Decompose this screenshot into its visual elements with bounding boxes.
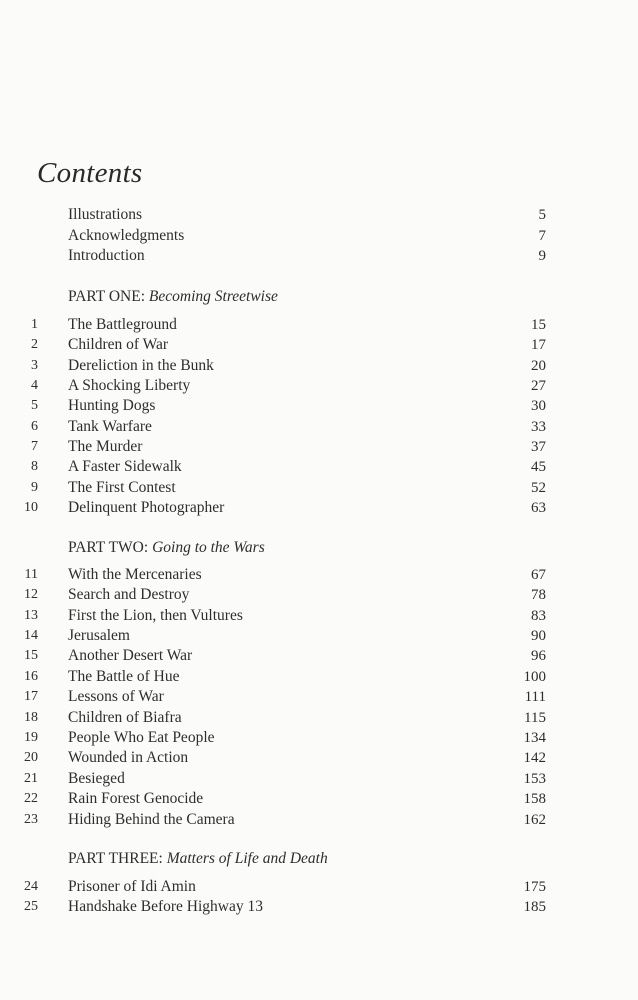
chapter-page: 115 — [524, 710, 546, 726]
chapter-page: 162 — [523, 812, 546, 828]
chapter-entry — [0, 478, 638, 498]
chapter-page: 37 — [531, 439, 546, 455]
chapter-entry — [0, 687, 638, 707]
chapter-page: 27 — [531, 378, 546, 394]
chapter-number: 4 — [31, 378, 38, 393]
chapter-entry — [0, 626, 638, 646]
chapter-title: Handshake Before Highway 13 — [68, 898, 263, 915]
chapter-page: 63 — [531, 500, 546, 516]
toc-entry — [0, 246, 638, 266]
entry-page: 7 — [538, 228, 546, 244]
chapter-title: Besieged — [68, 770, 125, 787]
chapter-entry — [0, 728, 638, 748]
chapter-page: 90 — [531, 628, 546, 644]
chapter-title: First the Lion, then Vultures — [68, 607, 243, 624]
chapter-number: 13 — [24, 608, 38, 623]
chapter-title: A Faster Sidewalk — [68, 458, 182, 475]
chapter-title: Delinquent Photographer — [68, 499, 225, 516]
chapter-entry — [0, 417, 638, 437]
chapter-number: 25 — [24, 899, 38, 914]
chapter-number: 8 — [31, 459, 38, 474]
chapter-entry — [0, 396, 638, 416]
chapter-entry — [0, 789, 638, 809]
entry-page: 5 — [538, 207, 546, 223]
part-heading — [68, 849, 328, 869]
part-label: PART THREE: — [68, 850, 163, 867]
chapter-number: 15 — [24, 648, 38, 663]
chapter-page: 17 — [531, 337, 546, 353]
chapter-page: 67 — [531, 567, 546, 583]
chapter-number: 12 — [24, 587, 38, 602]
chapter-number: 2 — [31, 337, 38, 352]
chapter-title: Dereliction in the Bunk — [68, 357, 214, 374]
chapter-number: 17 — [24, 689, 38, 704]
chapter-title: Tank Warfare — [68, 418, 152, 435]
toc-entry — [0, 205, 638, 225]
chapter-entry — [0, 897, 638, 917]
chapter-entry — [0, 877, 638, 897]
chapter-title: Hunting Dogs — [68, 397, 156, 414]
chapter-number: 5 — [31, 398, 38, 413]
chapter-page: 175 — [523, 879, 546, 895]
chapter-entry — [0, 810, 638, 830]
chapter-title: Rain Forest Genocide — [68, 790, 204, 807]
chapter-page: 142 — [523, 750, 546, 766]
chapter-number: 19 — [24, 730, 38, 745]
part-subtitle: Going to the Wars — [152, 539, 265, 556]
chapter-entry — [0, 708, 638, 728]
chapter-number: 1 — [31, 317, 38, 332]
part-label: PART ONE: — [68, 288, 146, 305]
chapter-number: 7 — [31, 439, 38, 454]
chapter-number: 18 — [24, 710, 38, 725]
chapter-number: 22 — [24, 791, 38, 806]
entry-title: Introduction — [68, 247, 145, 264]
chapter-number: 6 — [31, 419, 38, 434]
chapter-page: 96 — [531, 648, 546, 664]
chapter-page: 185 — [523, 899, 546, 915]
part-subtitle: Matters of Life and Death — [166, 850, 328, 867]
chapter-page: 30 — [531, 398, 546, 414]
chapter-title: The First Contest — [68, 479, 176, 496]
chapter-title: Search and Destroy — [68, 586, 190, 603]
chapter-number: 16 — [24, 669, 38, 684]
entry-title: Illustrations — [68, 206, 143, 223]
chapter-entry — [0, 315, 638, 335]
chapter-number: 24 — [24, 879, 38, 894]
chapter-number: 10 — [24, 500, 38, 515]
chapter-title: With the Mercenaries — [68, 566, 202, 583]
chapter-title: A Shocking Liberty — [68, 377, 191, 394]
chapter-title: The Battle of Hue — [68, 668, 180, 685]
chapter-title: Wounded in Action — [68, 749, 189, 766]
chapter-title: Another Desert War — [68, 647, 193, 664]
chapter-page: 134 — [523, 730, 546, 746]
part-subtitle: Becoming Streetwise — [148, 288, 278, 305]
chapter-entry — [0, 457, 638, 477]
chapter-page: 45 — [531, 459, 546, 475]
chapter-page: 158 — [523, 791, 546, 807]
chapter-entry — [0, 565, 638, 585]
chapter-entry — [0, 335, 638, 355]
part-heading — [68, 287, 278, 307]
chapter-page: 15 — [531, 317, 546, 333]
chapter-title: The Battleground — [68, 316, 177, 333]
chapter-entry — [0, 585, 638, 605]
chapter-title: Children of Biafra — [68, 709, 182, 726]
chapter-page: 83 — [531, 608, 546, 624]
chapter-page: 20 — [531, 358, 546, 374]
chapter-entry — [0, 646, 638, 666]
chapter-number: 11 — [24, 567, 38, 582]
chapter-number: 23 — [24, 812, 38, 827]
chapter-title: Children of War — [68, 336, 169, 353]
entry-page: 9 — [538, 248, 546, 264]
chapter-page: 100 — [523, 669, 546, 685]
chapter-entry — [0, 667, 638, 687]
chapter-title: Lessons of War — [68, 688, 164, 705]
chapter-number: 14 — [24, 628, 38, 643]
chapter-page: 52 — [531, 480, 546, 496]
chapter-entry — [0, 606, 638, 626]
chapter-title: Hiding Behind the Camera — [68, 811, 235, 828]
page-title: Contents — [37, 157, 143, 190]
chapter-entry — [0, 498, 638, 518]
chapter-entry — [0, 769, 638, 789]
chapter-entry — [0, 376, 638, 396]
part-label: PART TWO: — [68, 539, 149, 556]
chapter-number: 20 — [24, 750, 38, 765]
chapter-number: 3 — [31, 358, 38, 373]
chapter-title: Prisoner of Idi Amin — [68, 878, 196, 895]
chapter-entry — [0, 437, 638, 457]
chapter-page: 78 — [531, 587, 546, 603]
toc-entry — [0, 226, 638, 246]
chapter-title: People Who Eat People — [68, 729, 215, 746]
chapter-page: 111 — [524, 689, 546, 705]
chapter-entry — [0, 748, 638, 768]
chapter-entry — [0, 356, 638, 376]
chapter-title: Jerusalem — [68, 627, 130, 644]
entry-title: Acknowledgments — [68, 227, 185, 244]
part-heading — [68, 538, 265, 558]
chapter-number: 9 — [31, 480, 38, 495]
chapter-title: The Murder — [68, 438, 143, 455]
chapter-page: 153 — [523, 771, 546, 787]
chapter-number: 21 — [24, 771, 38, 786]
chapter-page: 33 — [531, 419, 546, 435]
